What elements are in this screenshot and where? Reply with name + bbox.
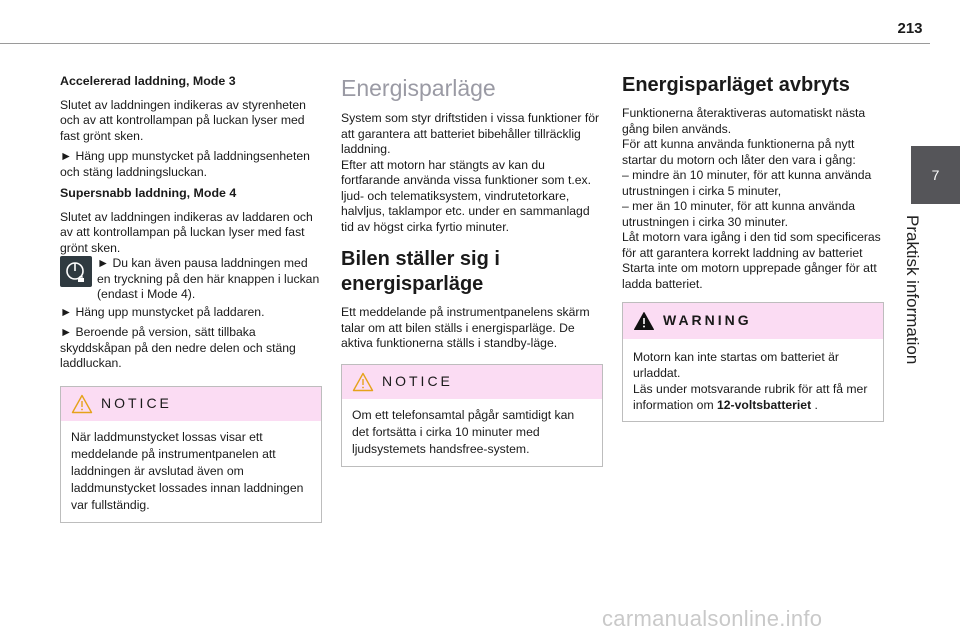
notice-text: Om ett telefonsamtal pågår samtidigt kan det fortsätta i cirka 10 minuter med ljudsystemets handsfree-system.: [352, 407, 575, 456]
paragraph: Slutet av laddningen indikeras av laddaren och av att kontrollampan på luckan lyser med fast grönt sken.: [60, 209, 313, 255]
notice-header: [342, 365, 602, 399]
notice-label: NOTICE: [382, 372, 453, 389]
watermark: carmanualsonline.info: [602, 606, 823, 631]
warning-text: [633, 381, 873, 413]
chapter-title: Praktisk information: [903, 215, 922, 365]
notice-body: [61, 421, 321, 522]
paragraph: Efter att motorn har stängts av kan du fortfarande använda vissa funktioner som t.ex. ljud- och telematiksystem, vindrutetorkare, halvljus, taklampor etc. under en sammanlagd tid av högst cirka fyrtio minuter.: [341, 157, 591, 234]
notice-header: [61, 387, 321, 421]
heading-mode3: Accelererad laddning, Mode 3: [60, 74, 236, 88]
section-heading: Bilen ställer sig i energisparläge: [341, 248, 500, 295]
notice-label: NOTICE: [101, 394, 172, 411]
paragraph: För att kunna använda funktionerna på nytt startar du motorn och låter den vara i gång:: [622, 137, 856, 167]
warning-body: [623, 339, 883, 421]
paragraph: Starta inte om motorn upprepade gånger för att ladda batteriet.: [622, 261, 877, 291]
warning-text-pre: Läs under motsvarande rubrik för att få mer information om: [633, 382, 868, 412]
paragraph: Funktionerna återaktiveras automatiskt nästa gång bilen används.: [622, 106, 866, 136]
paragraph: System som styr driftstiden i vissa funktioner för att garantera att batteriet bibehåller tillräcklig laddning.: [341, 111, 600, 156]
column-2: [341, 68, 603, 467]
notice-body: [342, 399, 602, 466]
page-number: 213: [897, 20, 923, 37]
warning-header: [623, 303, 883, 339]
charging-pause-icon: [60, 256, 92, 287]
warning-triangle-icon: [71, 394, 93, 414]
heading-mode4: Supersnabb laddning, Mode 4: [60, 186, 237, 200]
pause-instruction: [60, 256, 322, 303]
warning-box: [622, 302, 884, 422]
section-title: Energisparläge: [341, 75, 496, 101]
warning-triangle-icon: [352, 372, 374, 392]
notice-text: När laddmunstycket lossas visar ett meddelande på instrumentpanelen att laddningen är avslutad även om laddmunstycket lossades innan laddningen var fullständig.: [71, 429, 304, 512]
paragraph: – mindre än 10 minuter, för att kunna använda utrustningen i cirka 5 minuter,: [622, 168, 872, 198]
section-title: Energisparläget avbryts: [622, 74, 850, 96]
warning-triangle-icon: [633, 311, 655, 331]
top-rule: [0, 43, 930, 44]
paragraph: ► Häng upp munstycket på laddningsenheten och stäng laddningsluckan.: [60, 149, 310, 179]
paragraph: – mer än 10 minuter, för att kunna använda utrustningen i cirka 30 minuter.: [622, 199, 856, 229]
paragraph: Slutet av laddningen indikeras av styrenheten och av att kontrollampan på luckan lyser med fast grönt sken.: [60, 97, 306, 143]
column-1: [60, 68, 322, 523]
column-3: [622, 68, 884, 422]
paragraph: Låt motorn vara igång i den tid som specificeras för att garantera korrekt laddning av batteriet: [622, 230, 881, 260]
warning-label: WARNING: [663, 312, 752, 329]
notice-box: [60, 386, 322, 523]
battery-link[interactable]: 12-voltsbatteriet: [717, 398, 812, 412]
warning-text: Motorn kan inte startas om batteriet är urladdat.: [633, 350, 839, 380]
warning-text-post: .: [811, 398, 818, 412]
chapter-tab[interactable]: 7: [911, 146, 960, 204]
paragraph: Ett meddelande på instrumentpanelens skärm talar om att bilen ställs i energisparläge. De aktiva funktionerna ställs i standby-läge.: [341, 305, 590, 350]
paragraph: ► Beroende på version, sätt tillbaka skyddskåpan på den nedre delen och stäng laddluckan.: [60, 325, 296, 370]
paragraph: ► Du kan även pausa laddningen med en tryckning på den här knappen i luckan (endast i Mode 4).: [97, 256, 320, 301]
notice-box: [341, 364, 603, 467]
paragraph: ► Häng upp munstycket på laddaren.: [60, 304, 265, 319]
